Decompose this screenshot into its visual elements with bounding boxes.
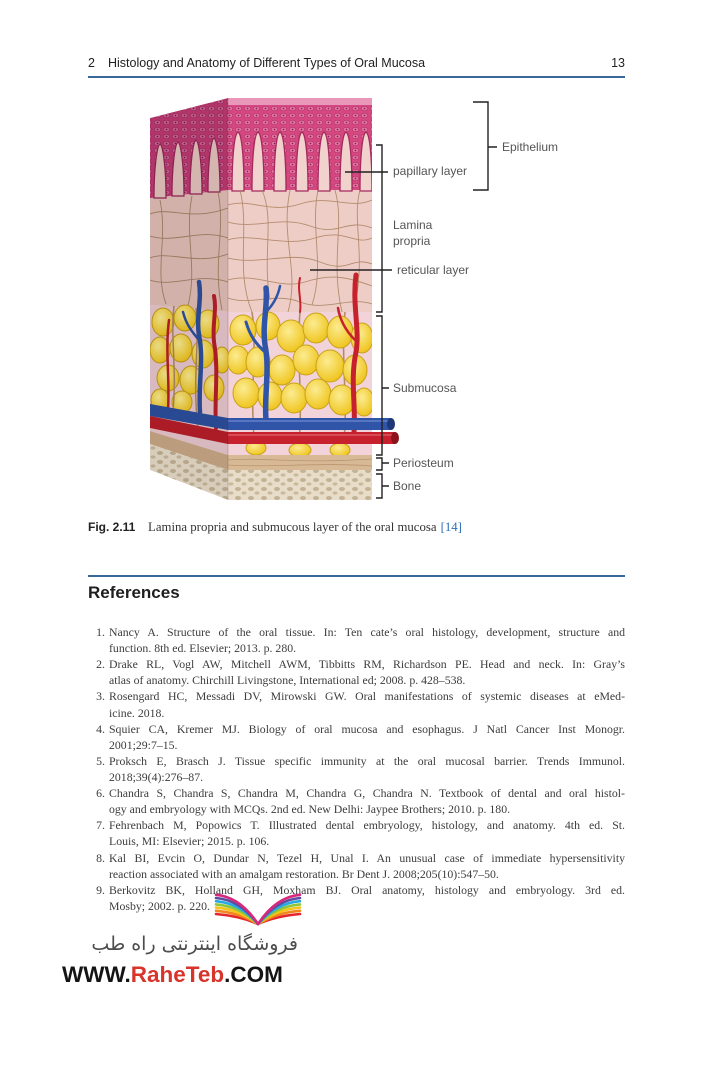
caption-text: Lamina propria and submucous layer of the oral mucosa: [148, 520, 437, 534]
label-periosteum: Periosteum: [393, 456, 454, 470]
reference-item: [88, 753, 625, 785]
reference-list: [88, 624, 625, 914]
label-lamina-propria-line1: Lamina: [393, 218, 433, 232]
reference-line: Mosby; 2002. p. 220.: [109, 898, 210, 913]
reference-number: 1.: [96, 625, 105, 639]
reference-number: 9.: [96, 882, 105, 897]
lamina-propria-bracket: [376, 145, 382, 312]
reference-line: Fehrenbach M, Popowics T. Illustrated dental embryology, histology, and anatomy. 4th ed. St.: [109, 818, 625, 833]
reference-line: Drake RL, Vogl AW, Mitchell AWM, Tibbitts RM, Richardson PE. Head and neck. In: Gray’s: [109, 657, 625, 672]
vein-horizontal: [228, 418, 391, 430]
open-book-rainbow-icon: [212, 886, 304, 928]
watermark-persian-text: فروشگاه اینترنتی راه طب: [91, 933, 298, 955]
watermark-url: [62, 962, 283, 988]
reference-item: [88, 624, 625, 656]
epithelium-bracket: [473, 102, 497, 190]
reference-number: 8.: [96, 850, 105, 865]
vein-cross-section: [387, 418, 395, 430]
reference-item: [88, 688, 625, 720]
bone-bracket: [376, 474, 389, 498]
reference-line: 2001;29:7–15.: [109, 737, 178, 752]
reference-number: 6.: [96, 786, 105, 801]
reference-line: ogy and embryology with MCQs. 2nd ed. New Delhi: Jaypee Brothers; 2010. p. 180.: [109, 802, 511, 817]
periosteum-layer: [228, 455, 372, 470]
label-submucosa: Submucosa: [393, 381, 457, 395]
artery-cross-section: [391, 432, 399, 444]
watermark-url-prefix: WWW.: [62, 962, 131, 987]
reference-line: Nancy A. Structure of the oral tissue. In: Ten cate’s oral histology, development, structure and: [109, 625, 625, 639]
watermark-url-suffix: .COM: [224, 962, 283, 987]
citation-link[interactable]: [14]: [440, 520, 462, 534]
left-face: [150, 98, 230, 500]
label-papillary-layer: papillary layer: [393, 164, 468, 178]
reference-line: Berkovitz BK, Holland GH, Moxham BJ. Oral anatomy, histology and embryology. 3rd ed.: [109, 882, 625, 897]
reference-line: atlas of anatomy. Chirchill Livingstone, International ed; 2008. p. 428–538.: [109, 673, 466, 688]
epithelium-surface: [228, 98, 372, 105]
reference-line: 2018;39(4):276–87.: [109, 769, 204, 784]
caption-body: [148, 519, 462, 535]
reference-number: 2.: [96, 657, 105, 672]
reference-line: Rosengard HC, Messadi DV, Mirowski GW. Oral manifestations of systemic diseases at eMed-: [109, 689, 625, 704]
reference-number: 4.: [96, 721, 105, 736]
reference-line: Squier CA, Kremer MJ. Biology of oral mucosa and esophagus. J Natl Cancer Inst Monogr.: [109, 721, 625, 736]
reference-item: [88, 850, 625, 882]
periosteum-bracket: [376, 458, 389, 470]
references-heading: References: [88, 583, 180, 602]
reference-number: 7.: [96, 818, 105, 833]
reference-line: Proksch E, Brasch J. Tissue specific immunity at the oral mucosal barrier. Trends Immunol.: [109, 753, 625, 768]
label-lamina-propria-line2: propria: [393, 234, 431, 248]
reference-line: function. 8th ed. Elsevier; 2013. p. 280.: [109, 641, 297, 656]
reference-item: [88, 817, 625, 849]
chapter-title: Histology and Anatomy of Different Types of Oral Mucosa: [108, 56, 426, 70]
reference-line: icine. 2018.: [109, 705, 165, 720]
reference-line: Louis, MI: Elsevier; 2015. p. 106.: [109, 834, 270, 849]
label-epithelium: Epithelium: [502, 140, 559, 154]
reference-line: reaction associated with an amalgam restoration. Br Dent J. 2008;205(10):547–50.: [109, 866, 499, 881]
artery-horizontal: [228, 432, 395, 444]
reference-number: 5.: [96, 753, 105, 768]
bone-layer: [228, 470, 372, 500]
chapter-number: 2: [88, 56, 95, 70]
figure-caption: [88, 519, 625, 535]
label-bone: Bone: [393, 479, 422, 493]
reference-number: 3.: [96, 689, 105, 704]
reference-item: [88, 656, 625, 688]
watermark-url-brand: RaheTeb: [130, 962, 225, 987]
figure-number: Fig. 2.11: [88, 520, 136, 534]
oral-mucosa-illustration: [0, 0, 713, 510]
reference-line: Chandra S, Chandra S, Chandra M, Chandra G, Chandra N. Textbook of dental and oral histol-: [109, 786, 625, 801]
reference-item: [88, 785, 625, 817]
section-rule: [88, 575, 625, 577]
reference-line: Kal BI, Evcin O, Dundar N, Tezel H, Unal I. An unusual case of immediate hypersensitivity: [109, 850, 625, 865]
reference-item: [88, 882, 625, 914]
page-number: 13: [611, 56, 625, 70]
label-reticular-layer: reticular layer: [397, 263, 470, 277]
reference-item: [88, 721, 625, 753]
